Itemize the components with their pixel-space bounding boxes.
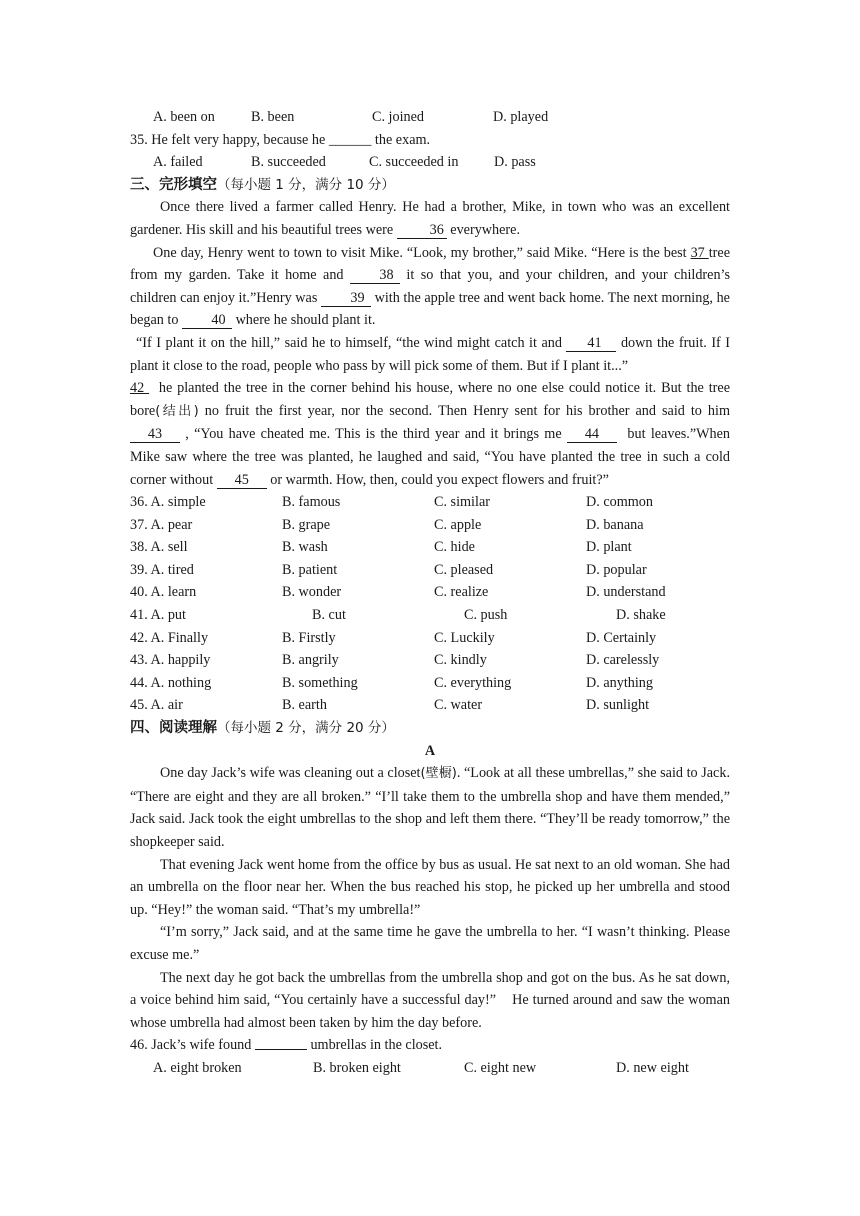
cloze-blank-42: 42 — [130, 380, 150, 397]
q46-stem-a: 46. Jack’s wife found — [130, 1037, 255, 1054]
q46-blank — [255, 1034, 307, 1050]
options-36: 36. A. simple B. famous C. similar D. common — [130, 494, 653, 511]
q35-stem-b: the exam. — [371, 131, 431, 148]
cloze-blank-36: 36 — [397, 222, 447, 239]
options-44: 44. A. nothing B. something C. everything D. anything — [130, 674, 653, 691]
section-3-heading — [130, 174, 730, 197]
cloze-blank-41: 41 — [566, 335, 616, 352]
options-38: 38. A. sell B. wash C. hide D. plant — [130, 539, 632, 556]
options-40: 40. A. learn B. wonder C. realize D. understand — [130, 584, 666, 601]
cloze-blank-37: 37 — [690, 244, 709, 261]
q34-option-c: C. joined — [372, 109, 425, 125]
cloze-blank-38: 38 — [350, 267, 400, 284]
options-43: 43. A. happily B. angrily C. kindly D. carelessly — [130, 652, 660, 669]
section-4-note: （每小题 2 分，满分 20 分） — [217, 720, 395, 737]
q34-option-d: D. played — [493, 109, 549, 125]
q46-option-c: C. eight new — [464, 1059, 537, 1076]
q46-option-d: D. new eight — [616, 1059, 689, 1076]
q34-options — [130, 106, 730, 129]
cloze-blank-44: 44 — [567, 426, 617, 443]
q34-option-a: A. been on — [153, 109, 215, 125]
section-3-note: （每小题 1 分，满分 10 分） — [217, 176, 395, 193]
q46-option-a: A. eight broken — [153, 1059, 242, 1076]
options-37: 37. A. pear B. grape C. apple D. banana — [130, 516, 644, 533]
q35-option-b: B. succeeded — [251, 154, 326, 171]
q46-options — [130, 1057, 730, 1080]
q35-blank: ______ — [328, 131, 372, 148]
options-45: 45. A. air B. earth C. water D. sunlight — [130, 697, 650, 714]
passage-a-label: A — [424, 742, 436, 759]
q46-stem — [130, 1034, 730, 1057]
cloze-blank-40: 40 — [182, 312, 232, 329]
passage-a-paragraph-3: “I’m sorry,” Jack said, and at the same time he gave the umbrella to her. “I wasn’t thinking. Please excuse me.” — [130, 924, 730, 963]
section-3-title: 三、完形填空 — [130, 176, 217, 193]
q35-stem — [130, 129, 730, 152]
cloze-blank-45: 45 — [217, 472, 267, 489]
q46-stem-b: umbrellas in the closet. — [306, 1037, 443, 1054]
exam-page — [130, 106, 734, 1080]
q35-options — [130, 151, 730, 174]
section-4-heading — [130, 717, 730, 740]
passage-a-paragraph-1: One day Jack’s wife was cleaning out a closet(壁橱). “Look at all these umbrellas,” she said to Jack. “There are eight and they are all broken.” “I’ll take them to the umbrella shop and have them mended,” Jack said. Jack took the eight umbrellas to the shop and left them there. “They’ll be ready tomorrow,” the shopkeeper said. — [130, 765, 730, 850]
cloze-blank-39: 39 — [321, 290, 371, 307]
cloze-paragraph-1: Once there lived a farmer called Henry. He had a brother, Mike, in town who was an excellent gardener. His skill and his beautiful trees were 36 everywhere. — [130, 199, 730, 238]
options-39: 39. A. tired B. patient C. pleased D. popular — [130, 561, 647, 578]
q34-option-b: B. been — [251, 109, 295, 125]
q46-option-b: B. broken eight — [313, 1059, 401, 1076]
options-41: 41. A. put B. cut C. push D. shake — [130, 607, 666, 624]
q35-option-d: D. pass — [494, 154, 536, 171]
q35-option-c: C. succeeded in — [369, 154, 459, 171]
q35-stem-a: 35. He felt very happy, because he — [130, 131, 329, 148]
passage-a-paragraph-4: The next day he got back the umbrellas from the umbrella shop and got on the bus. As he sat down, a voice behind him said, “You certainly have a successful day!” He turned around and saw the woman whose umbrella had almost been taken by him the day before. — [130, 969, 734, 1031]
cloze-blank-43: 43 — [130, 426, 180, 443]
cloze-options — [130, 491, 730, 717]
cloze-paragraph-3: “If I plant it on the hill,” said he to himself, “the wind might catch it and 41 down the fruit. If I plant it close to the road, people who pass by will pick some of them. But if I plant it...” — [130, 334, 731, 374]
passage-a-paragraph-2: That evening Jack went home from the office by bus as usual. He sat next to an old woman. She had an umbrella on the floor near her. When the bus reached his stop, he picked up her umbrella and stood up. “Hey!” the woman said. “That’s my umbrella!” — [130, 856, 730, 918]
cloze-paragraph-2: One day, Henry went to town to visit Mike. “Look, my brother,” said Mike. “Here is the best 37 tree from my garden. Take it home and 38 it so that you, and your children, and your children’s children can enjoy it.”Henry was 39 with the apple tree and went back home. The next morning, he began to 40 where he should plant it. — [130, 244, 730, 329]
q35-option-a: A. failed — [153, 154, 203, 171]
cloze-paragraph-4: 42 he planted the tree in the corner behind his house, where no one else could notice it. But the tree bore(结出) no fruit the first year, nor the second. Then Henry sent for his brother and said to him 43 , “You have cheated me. This is the third year and it brings me 44 but leaves.”When Mike saw where the tree was planted, he laughed and said, “You have planted the tree in such a cold corner without 45 or warmth. How, then, could you expect flowers and fruit?” — [130, 380, 734, 488]
options-42: 42. A. Finally B. Firstly C. Luckily D. Certainly — [130, 629, 657, 646]
section-4-title: 四、阅读理解 — [130, 720, 217, 737]
